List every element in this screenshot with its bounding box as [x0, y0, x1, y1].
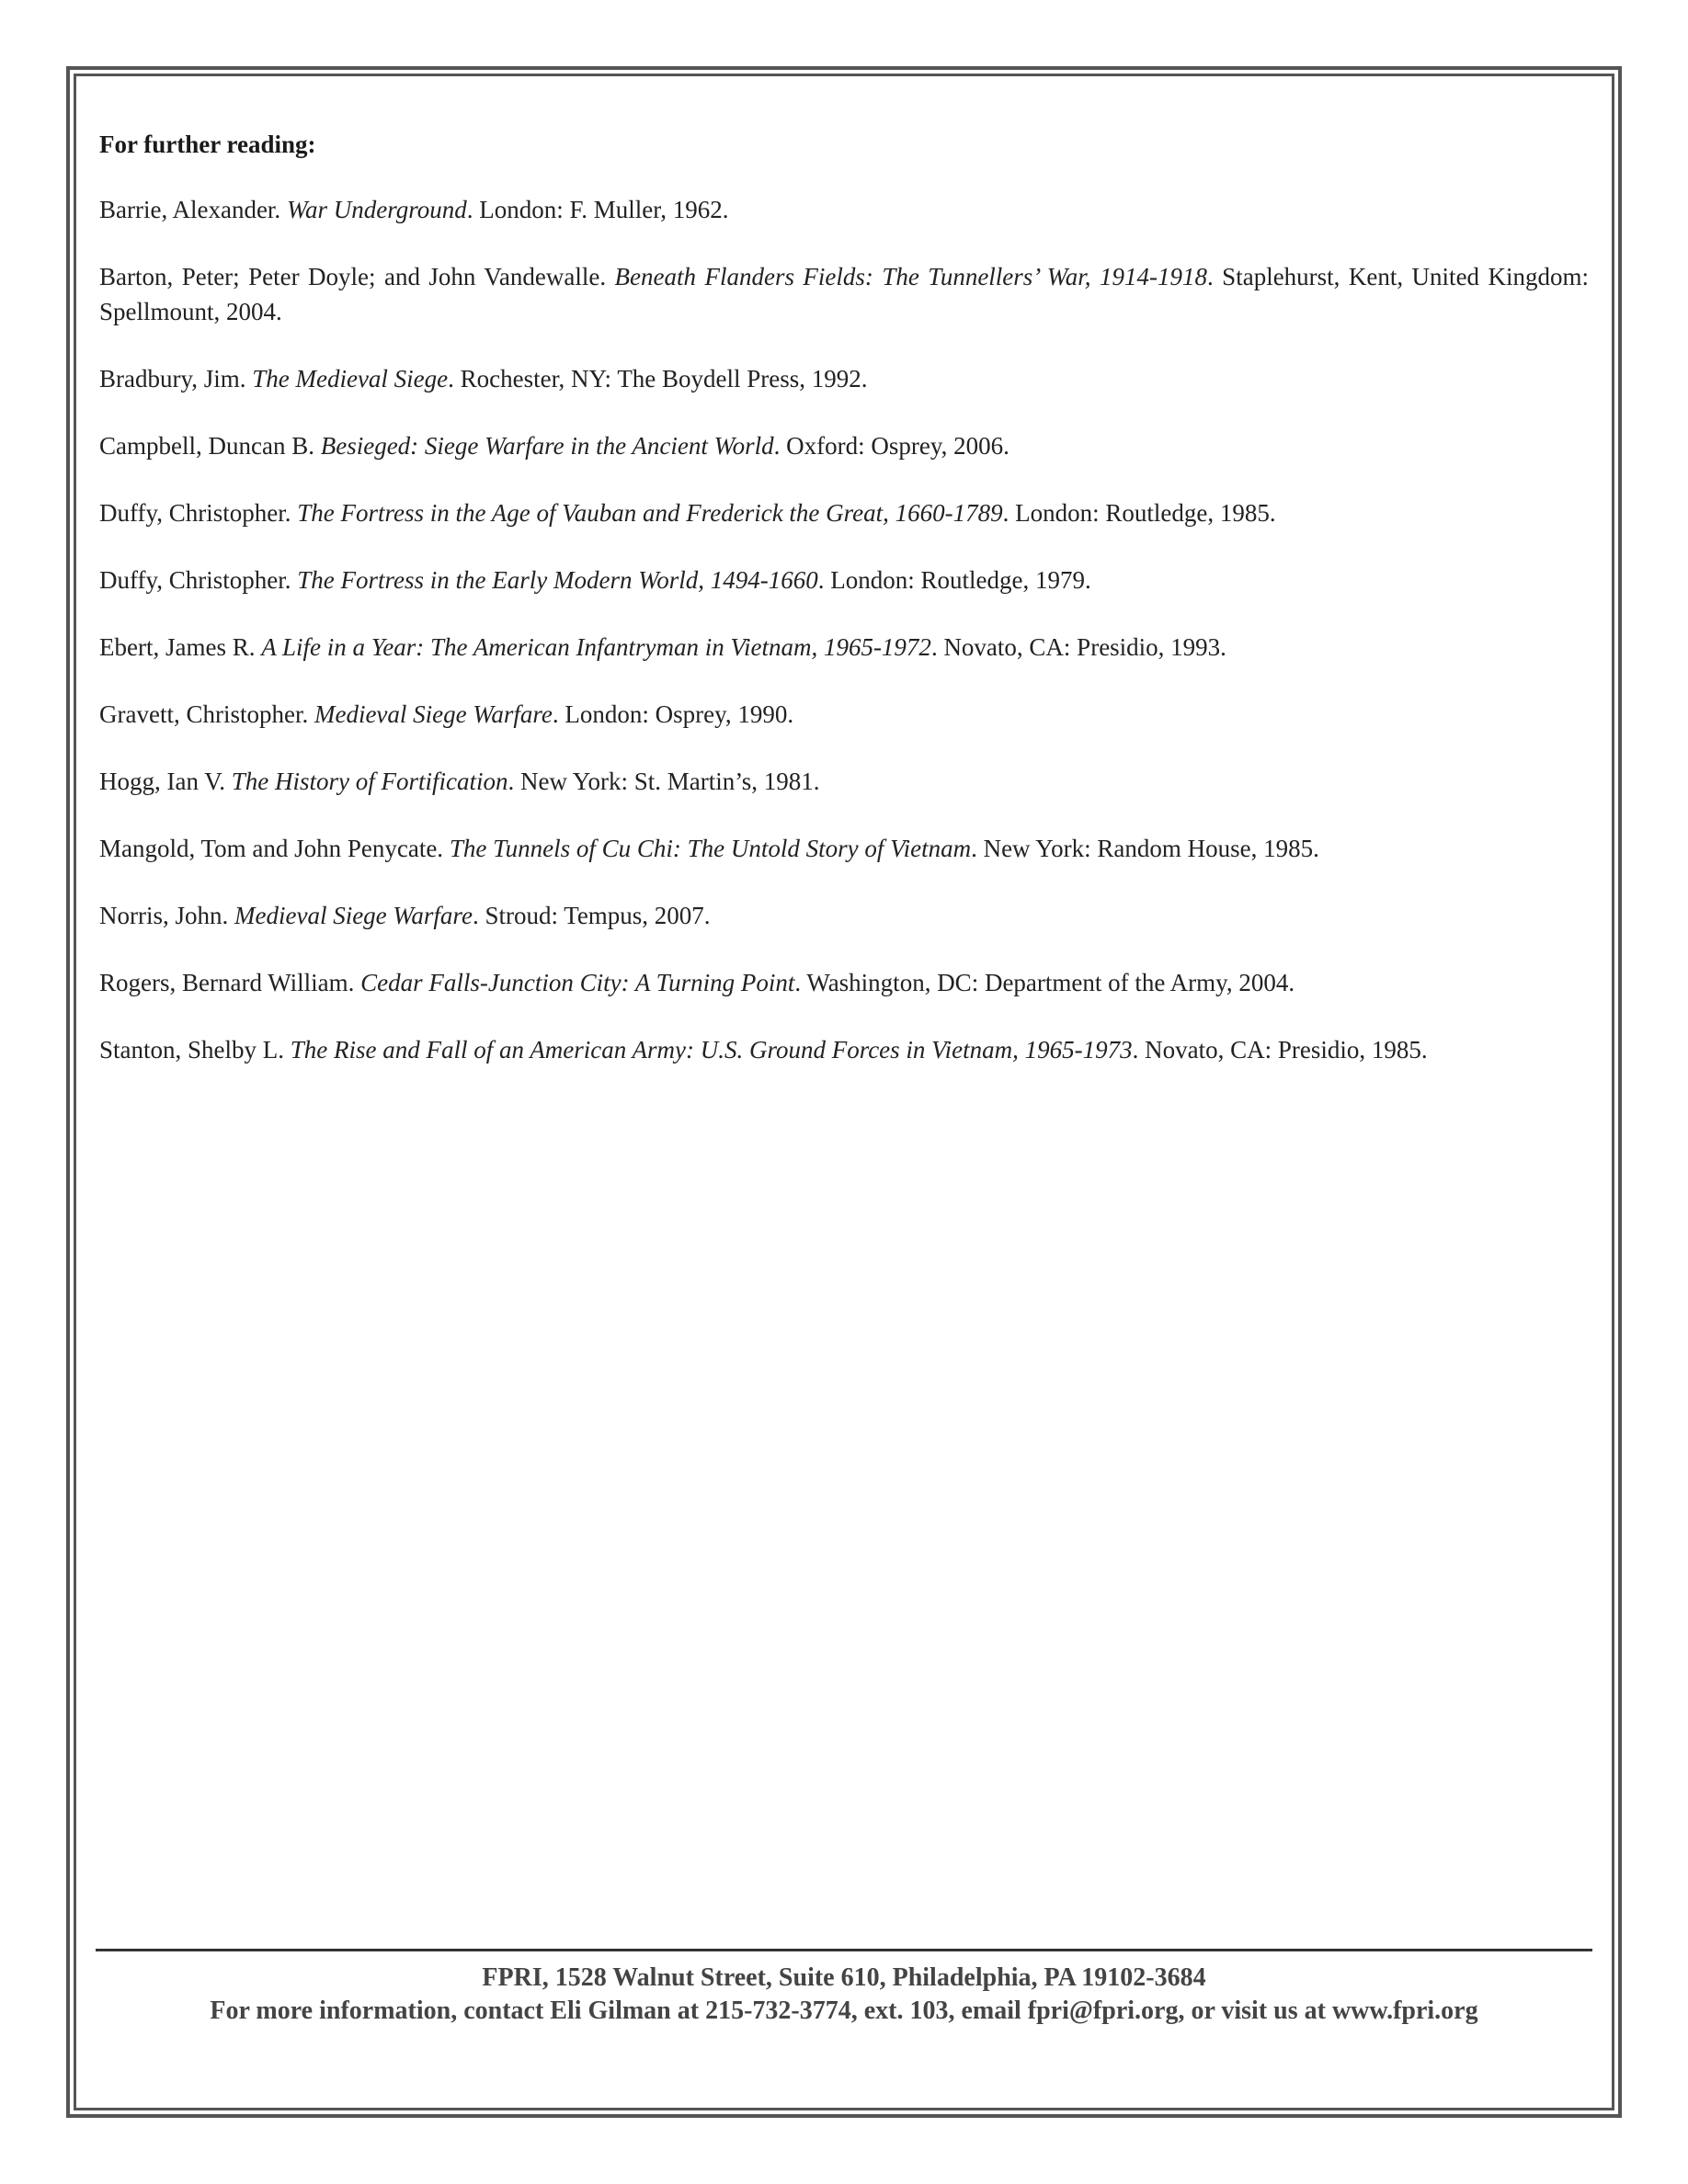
reference-publication: . London: Osprey, 1990. — [552, 700, 794, 728]
reference-title: A Life in a Year: The American Infantryman in Vietnam, 1965-1972 — [261, 633, 931, 661]
footer-divider — [96, 1949, 1592, 1951]
reference-publication: . Washington, DC: Department of the Army, 2004. — [794, 969, 1295, 996]
reference-entry — [99, 630, 1589, 665]
reference-entry — [99, 192, 1589, 227]
footer — [96, 1962, 1592, 2028]
reference-entry — [99, 965, 1589, 1000]
reference-publication: . Novato, CA: Presidio, 1985. — [1132, 1036, 1428, 1064]
reference-entry — [99, 764, 1589, 799]
reference-publication: . London: F. Muller, 1962. — [466, 196, 729, 223]
reference-title: The Fortress in the Early Modern World, 1494-1660 — [297, 566, 818, 594]
reference-author: Gravett, Christopher. — [99, 700, 314, 728]
reading-list — [99, 127, 1589, 1099]
reference-author: Duffy, Christopher. — [99, 499, 298, 527]
reference-title: Cedar Falls-Junction City: A Turning Point — [360, 969, 795, 996]
reference-entry — [99, 563, 1589, 597]
reference-publication: . Rochester, NY: The Boydell Press, 1992. — [448, 365, 868, 392]
reference-author: Mangold, Tom and John Penycate. — [99, 835, 450, 862]
reference-entry — [99, 898, 1589, 933]
reference-entry — [99, 1032, 1589, 1067]
reference-author: Bradbury, Jim. — [99, 365, 253, 392]
reference-entry — [99, 428, 1589, 463]
reference-entry — [99, 259, 1589, 329]
reference-entry — [99, 831, 1589, 866]
reference-title: War Underground — [286, 196, 467, 223]
reference-title: The Rise and Fall of an American Army: U.S. Ground Forces in Vietnam, 1965-1973 — [290, 1036, 1133, 1064]
reference-author: Norris, John. — [99, 902, 234, 929]
reference-publication: . Stroud: Tempus, 2007. — [472, 902, 711, 929]
reference-title: Besieged: Siege Warfare in the Ancient World — [320, 432, 774, 460]
reference-title: The Fortress in the Age of Vauban and Frederick the Great, 1660-1789 — [297, 499, 1003, 527]
reference-publication: . Oxford: Osprey, 2006. — [773, 432, 1009, 460]
reference-author: Ebert, James R. — [99, 633, 262, 661]
reference-author: Duffy, Christopher. — [99, 566, 298, 594]
reference-author: Barton, Peter; Peter Doyle; and John Vandewalle. — [99, 263, 615, 290]
reference-entry — [99, 495, 1589, 530]
reference-publication: . Novato, CA: Presidio, 1993. — [930, 633, 1226, 661]
footer-address: FPRI, 1528 Walnut Street, Suite 610, Philadelphia, PA 19102-3684 — [482, 1963, 1206, 1992]
reference-author: Hogg, Ian V. — [99, 768, 232, 795]
reference-publication: . New York: Random House, 1985. — [971, 835, 1319, 862]
reference-publication: . London: Routledge, 1985. — [1002, 499, 1276, 527]
reference-publication: . Staplehurst, Kent, United Kingdom: Spellmount, 2004. — [99, 263, 1590, 325]
reference-author: Rogers, Bernard William. — [99, 969, 361, 996]
reference-publication: . New York: St. Martin’s, 1981. — [508, 768, 820, 795]
reference-title: Medieval Siege Warfare — [234, 902, 473, 929]
reference-title: Medieval Siege Warfare — [314, 700, 553, 728]
reference-author: Campbell, Duncan B. — [99, 432, 321, 460]
reference-entry — [99, 697, 1589, 732]
footer-contact: For more information, contact Eli Gilman at 215-732-3774, ext. 103, email fpri@fpri.org, or visit us at www.fpri.org — [210, 1996, 1478, 2025]
reference-publication: . London: Routledge, 1979. — [817, 566, 1091, 594]
reference-entry — [99, 361, 1589, 396]
reference-title: The Medieval Siege — [252, 365, 449, 392]
reference-author: Stanton, Shelby L. — [99, 1036, 291, 1064]
reference-title: Beneath Flanders Fields: The Tunnellers’ War, 1914-1918 — [614, 263, 1207, 290]
reference-title: The History of Fortification — [231, 768, 508, 795]
section-heading: For further reading: — [99, 131, 316, 158]
reference-author: Barrie, Alexander. — [99, 196, 287, 223]
reference-title: The Tunnels of Cu Chi: The Untold Story of Vietnam — [449, 835, 972, 862]
